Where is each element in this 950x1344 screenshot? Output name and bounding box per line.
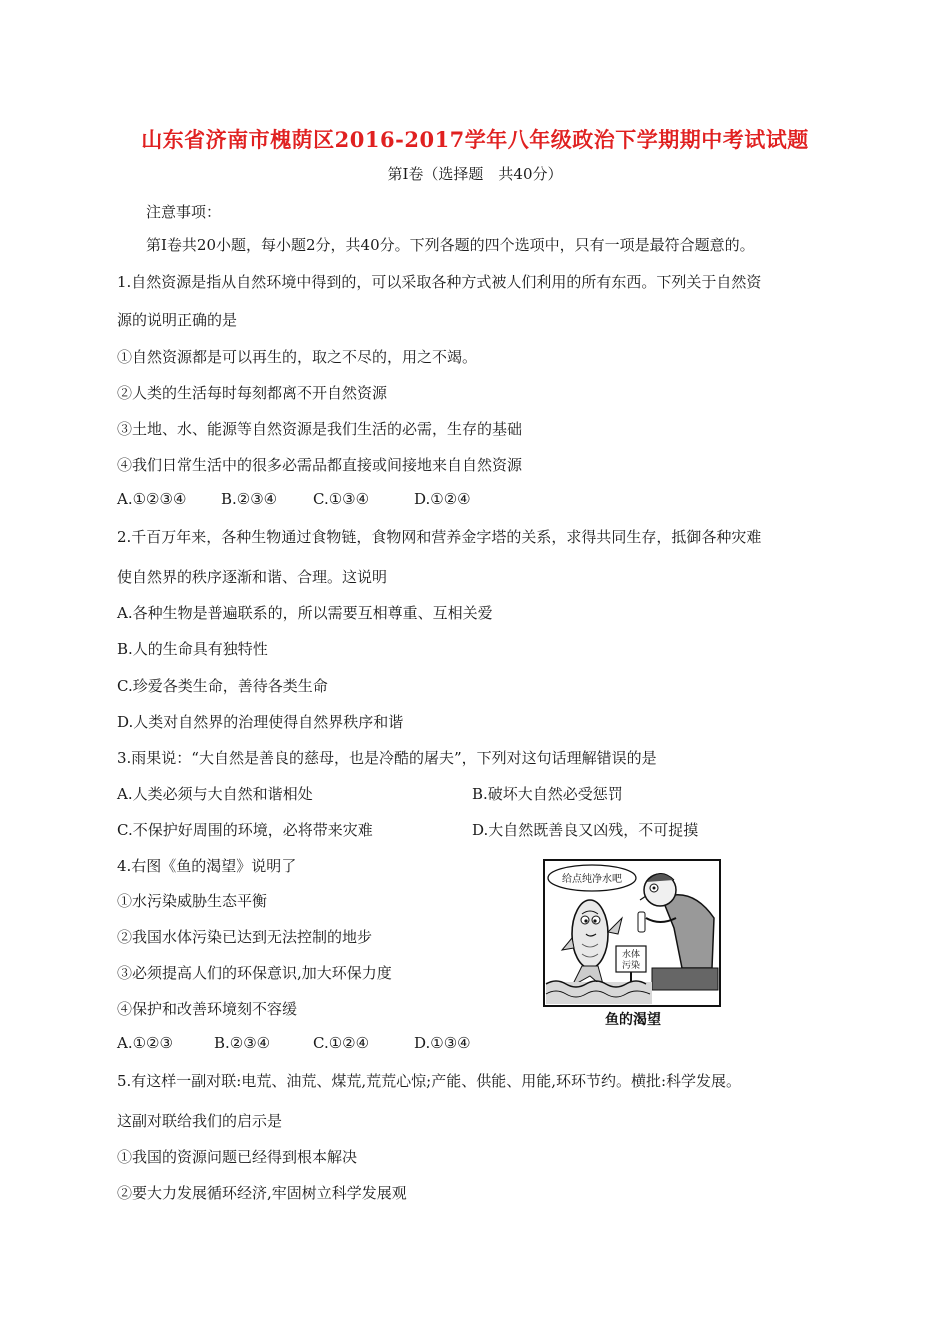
q1-statement-1: ①自然资源都是可以再生的，取之不尽的，用之不竭。 (117, 348, 478, 366)
q5-stem-line2: 这副对联给我们的启示是 (117, 1112, 283, 1130)
q1-statement-3: ③土地、水、能源等自然资源是我们生活的必需，生存的基础 (117, 420, 523, 438)
polluted-water (546, 981, 652, 1004)
q5-statement-2: ②要大力发展循环经济,牢固树立科学发展观 (117, 1184, 407, 1202)
q4-choice-a: A.①②③ (117, 1034, 173, 1052)
q1-statement-4: ④我们日常生活中的很多必需品都直接或间接地来自自然资源 (117, 456, 523, 474)
q1-statement-2: ②人类的生活每时每刻都离不开自然资源 (117, 384, 388, 402)
q1-choice-a: A.①②③④ (117, 490, 187, 508)
exam-title: 山东省济南市槐荫区2016-2017学年八年级政治下学期期中考试试题 (141, 127, 809, 152)
speech-bubble-text: 给点纯净水吧 (562, 874, 622, 885)
q1-stem-line2: 源的说明正确的是 (117, 311, 238, 329)
section-heading: 第Ⅰ卷（选择题 共40分） (387, 165, 563, 183)
q2-choice-c: C.珍爱各类生命，善待各类生命 (117, 677, 328, 695)
q1-choice-b: B.②③④ (221, 490, 278, 508)
q3-choice-c: C.不保护好周围的环境，必将带来灾难 (117, 821, 373, 839)
q4-statement-2: ②我国水体污染已达到无法控制的地步 (117, 928, 373, 946)
q3-stem: 3.雨果说：“大自然是善良的慈母，也是冷酷的屠夫”，下列对这句话理解错误的是 (117, 749, 657, 767)
shore-platform (652, 968, 718, 990)
q3-choice-b: B.破坏大自然必受惩罚 (472, 785, 623, 803)
sign-text-line2: 污染 (621, 961, 641, 971)
q5-stem-line1: 5.有这样一副对联:电荒、油荒、煤荒,荒荒心惊;产能、供能、用能,环环节约。横批:科学发展。 (117, 1072, 742, 1090)
q4-choice-b: B.②③④ (214, 1034, 271, 1052)
q4-statement-4: ④保护和改善环境刻不容缓 (117, 1000, 298, 1018)
q1-choice-d: D.①②④ (414, 490, 471, 508)
sign-text-line1: 水体 (621, 950, 641, 960)
fish-cartoon (542, 858, 724, 1030)
q4-choice-d: D.①③④ (414, 1034, 471, 1052)
q5-statement-1: ①我国的资源问题已经得到根本解决 (117, 1148, 358, 1166)
q4-choice-c: C.①②④ (313, 1034, 370, 1052)
q4-statement-3: ③必须提高人们的环保意识,加大环保力度 (117, 964, 392, 982)
notice-body: 第Ⅰ卷共20小题，每小题2分，共40分。下列各题的四个选项中，只有一项是最符合题意的。 (146, 236, 755, 254)
q2-choice-a: A.各种生物是普遍联系的，所以需要互相尊重、互相关爱 (117, 604, 493, 622)
cartoon-caption: 鱼的渴望 (605, 1012, 661, 1028)
q2-choice-d: D.人类对自然界的治理使得自然界秩序和谐 (117, 713, 404, 731)
q3-choice-a: A.人类必须与大自然和谐相处 (117, 785, 313, 803)
notice-heading: 注意事项： (146, 203, 222, 221)
q2-stem-line2: 使自然界的秩序逐渐和谐、合理。这说明 (117, 568, 388, 586)
q1-stem-line1: 1.自然资源是指从自然环境中得到的，可以采取各种方式被人们利用的所有东西。下列关于自然资 (117, 273, 762, 291)
q1-choice-c: C.①③④ (313, 490, 370, 508)
q2-choice-b: B.人的生命具有独特性 (117, 640, 268, 658)
q3-choice-d: D.大自然既善良又凶残，不可捉摸 (472, 821, 699, 839)
q4-stem: 4.右图《鱼的渴望》说明了 (117, 857, 297, 875)
q4-statement-1: ①水污染威胁生态平衡 (117, 892, 268, 910)
q2-stem-line1: 2.千百万年来，各种生物通过食物链，食物网和营养金字塔的关系，求得共同生存，抵御各种灾难 (117, 528, 762, 546)
